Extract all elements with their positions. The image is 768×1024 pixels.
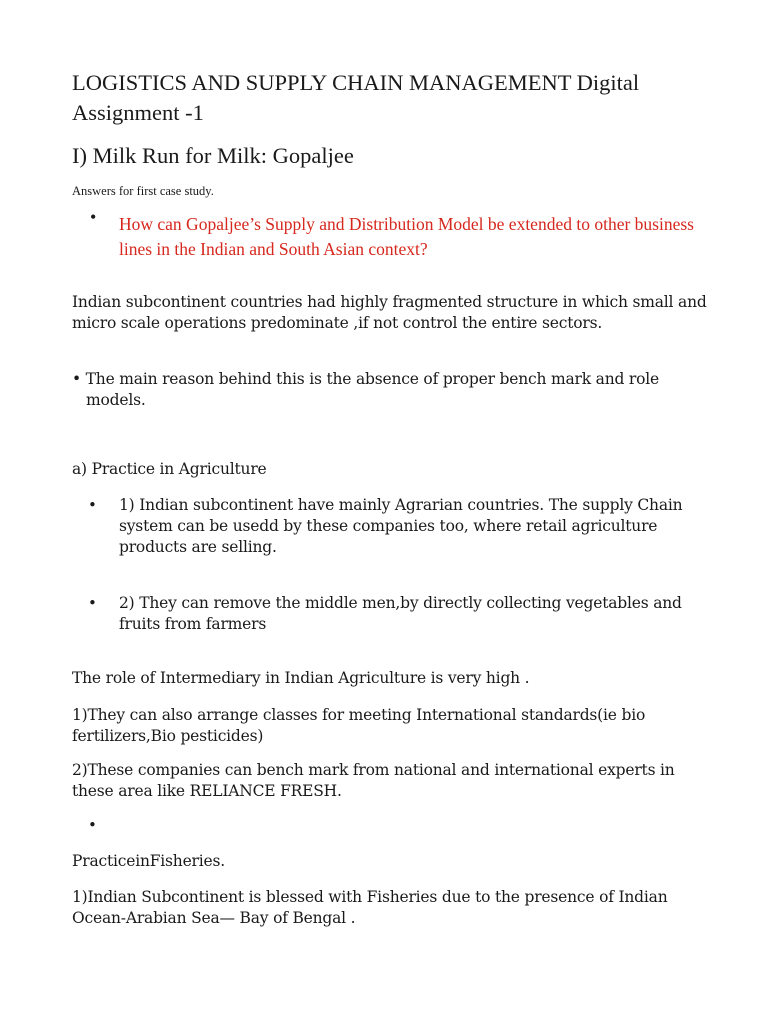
list-bullet: • <box>88 594 97 612</box>
agriculture-point-2: 2) They can remove the middle men,by directly collecting vegetables and fruits from farmers <box>119 594 682 633</box>
reason-paragraph: • The main reason behind this is the absence of proper bench mark and role models. <box>72 370 660 409</box>
question-bullet: • <box>90 207 97 227</box>
document-title: LOGISTICS AND SUPPLY CHAIN MANAGEMENT Digital Assignment -1 <box>72 70 640 125</box>
fisheries-heading: PracticeinFisheries. <box>72 852 225 870</box>
intro-paragraph: Indian subcontinent countries had highly fragmented structure in which small and micro scale operations predominate ,if not control the entire sectors. <box>72 293 707 332</box>
agriculture-point-1: 1) Indian subcontinent have mainly Agrarian countries. The supply Chain system can be usedd by these companies too, where retail agriculture products are selling. <box>119 496 683 556</box>
agriculture-heading: a) Practice in Agriculture <box>72 460 267 478</box>
list-bullet: • <box>88 496 97 514</box>
list-bullet: • <box>88 816 97 834</box>
fisheries-point-1: 1)Indian Subcontinent is blessed with Fisheries due to the presence of Indian Ocean-Arabian Sea— Bay of Bengal . <box>72 888 668 927</box>
point-2-paragraph: 2)These companies can bench mark from national and international experts in these area like RELIANCE FRESH. <box>72 761 675 800</box>
answers-note: Answers for first case study. <box>72 184 214 198</box>
point-1-paragraph: 1)They can also arrange classes for meeting International standards(ie bio fertilizers,Bio pesticides) <box>72 706 646 745</box>
case-question: How can Gopaljee’s Supply and Distribution Model be extended to other business lines in the Indian and South Asian context? <box>119 214 694 259</box>
intermediary-paragraph: The role of Intermediary in Indian Agriculture is very high . <box>72 669 530 687</box>
case-study-heading: I) Milk Run for Milk: Gopaljee <box>72 143 354 168</box>
